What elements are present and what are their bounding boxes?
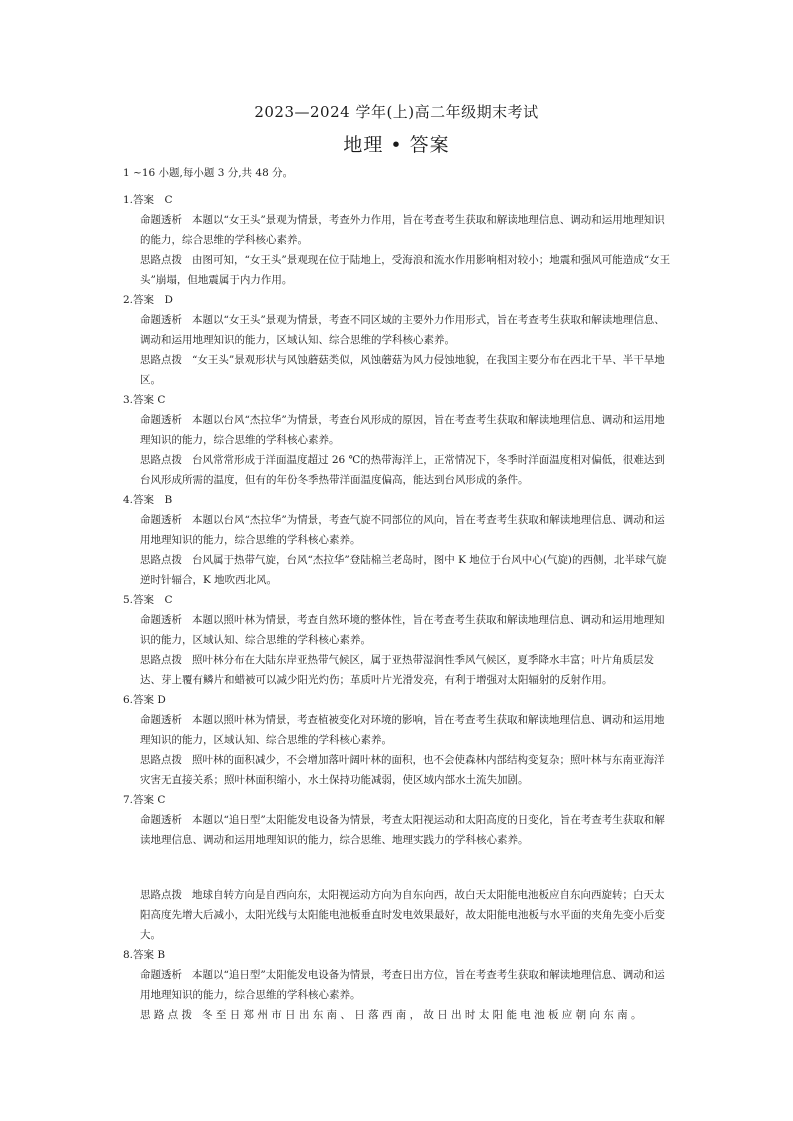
section-intro: 1 ~16 小题,每小题 3 分,共 48 分。 [123, 167, 294, 179]
hint-text: 台风属于热带气旋，台风“杰拉华”登陆棉兰老岛时，图中 K 地位于台风中心(气旋)的西侧，北半球气旋逆时针辐合，K 地吹西北风。 [140, 554, 667, 586]
analysis-paragraph [123, 965, 671, 1005]
hint-paragraph [123, 1005, 671, 1025]
hint-paragraph [123, 250, 671, 290]
hint-text: 照叶林的面积减少，不会增加落叶阔叶林的面积，也不会使森林内部结构变复杂；照叶林与东南亚海洋灾害无直接关系；照叶林面积缩小，水土保持功能减弱，使区域内部水土流失加剧。 [140, 754, 665, 786]
page-title: 2023—2024 学年(上)高二年级期末考试 [254, 103, 539, 121]
answer-heading: 7.答案 C [123, 794, 166, 806]
analysis-text: 本题以“追日型”太阳能发电设备为情景，考查日出方位，旨在考查考生获取和解读地理信息、调动和运用地理知识的能力，综合思维的学科核心素养。 [140, 969, 665, 1001]
analysis-label: 命题透析 [140, 214, 182, 226]
analysis-paragraph [123, 710, 671, 750]
answer-heading: 2.答案 D [123, 294, 173, 306]
analysis-label: 命题透析 [140, 614, 182, 626]
answer-item-6 [123, 690, 671, 790]
answer-item-3 [123, 390, 671, 490]
analysis-label: 命题透析 [140, 514, 182, 526]
analysis-label: 命题透析 [140, 969, 182, 981]
hint-paragraph [123, 350, 671, 390]
hint-label: 思 路 点 拨 [140, 1009, 193, 1021]
answer-item-1 [123, 190, 671, 290]
analysis-text: 本题以“追日型”太阳能发电设备为情景，考查太阳视运动和太阳高度的日变化，旨在考查考生获取和解读地理信息、调动和运用地理知识的能力，综合思维、地理实践力的学科核心素养。 [140, 814, 665, 846]
answer-heading: 5.答案 C [123, 594, 173, 606]
answer-item-2 [123, 290, 671, 390]
hint-paragraph [123, 885, 671, 945]
hint-text: “女王头”景观形状与风蚀蘑菇类似，风蚀蘑菇为风力侵蚀地貌，在我国主要分布在西北干旱、半干旱地区。 [140, 354, 665, 386]
analysis-paragraph [123, 810, 671, 850]
hint-text: 地球自转方向是自西向东，太阳视运动方向为自东向西，故白天太阳能电池板应自东向西旋转；白天太阳高度先增大后减小，太阳光线与太阳能电池板垂直时发电效果最好，故太阳能电池板与水平面的夹角先变小后变大。 [140, 889, 665, 941]
page-subtitle: 地理 • 答案 [343, 134, 450, 156]
hint-label: 思路点拨 [140, 354, 182, 366]
analysis-text: 本题以照叶林为情景，考查植被变化对环境的影响，旨在考查考生获取和解读地理信息、调动和运用地理知识的能力，区域认知、综合思维的学科核心素养。 [140, 714, 665, 746]
answer-item-5 [123, 590, 671, 690]
analysis-text: 本题以照叶林为情景，考查自然环境的整体性，旨在考查考生获取和解读地理信息、调动和运用地理知识的能力，区域认知、综合思维的学科核心素养。 [140, 614, 665, 646]
analysis-paragraph [123, 610, 671, 650]
answer-heading: 6.答案 D [123, 694, 166, 706]
answer-item-4 [123, 490, 671, 590]
hint-text: 台风常常形成于洋面温度超过 26 ℃的热带海洋上，正常情况下，冬季时洋面温度相对偏低，很难达到台风形成所需的温度，但有的年份冬季热带洋面温度偏高，能达到台风形成的条件。 [140, 454, 665, 486]
blank-gap [123, 850, 671, 885]
hint-paragraph [123, 650, 671, 690]
hint-paragraph [123, 750, 671, 790]
analysis-label: 命题透析 [140, 414, 182, 426]
answer-heading: 3.答案 C [123, 394, 166, 406]
hint-paragraph [123, 450, 671, 490]
hint-text: 照叶林分布在大陆东岸亚热带气候区，属于亚热带湿润性季风气候区，夏季降水丰富；叶片角质层发达、芽上覆有鳞片和蜡被可以减少阳光灼伤；革质叶片光滑发亮，有利于增强对太阳辐射的反射作用。 [140, 654, 654, 686]
analysis-paragraph [123, 410, 671, 450]
hint-label: 思路点拨 [140, 754, 182, 766]
answer-list [123, 190, 671, 1025]
answer-item-8 [123, 945, 671, 1025]
analysis-text: 本题以台风“杰拉华”为情景，考查气旋不同部位的风向，旨在考查考生获取和解读地理信息、调动和运用地理知识的能力，综合思维的学科核心素养。 [140, 514, 665, 546]
answer-item-7 [123, 790, 671, 945]
hint-label: 思路点拨 [140, 454, 182, 466]
hint-paragraph [123, 550, 671, 590]
analysis-paragraph [123, 310, 671, 350]
hint-text: 冬 至 日 郑 州 市 日 出 东 南 、 日 落 西 南 ， 故 日 出 时 太 阳 能 电 池 板 应 朝 向 东 南 。 [202, 1009, 642, 1021]
answer-heading: 4.答案 B [123, 494, 173, 506]
hint-label: 思路点拨 [140, 254, 182, 266]
analysis-label: 命题透析 [140, 314, 182, 326]
analysis-paragraph [123, 210, 671, 250]
analysis-text: 本题以“女王头”景观为情景，考查外力作用，旨在考查考生获取和解读地理信息、调动和运用地理知识的能力，综合思维的学科核心素养。 [140, 214, 665, 246]
hint-text: 由图可知，“女王头”景观现在位于陆地上，受海浪和流水作用影响相对较小；地震和强风可能造成“女王头”崩塌，但地震属于内力作用。 [140, 254, 671, 286]
analysis-paragraph [123, 510, 671, 550]
hint-label: 思路点拨 [140, 889, 182, 901]
answer-heading: 1.答案 C [123, 194, 173, 206]
hint-label: 思路点拨 [140, 554, 182, 566]
analysis-label: 命题透析 [140, 714, 182, 726]
analysis-label: 命题透析 [140, 814, 182, 826]
hint-label: 思路点拨 [140, 654, 182, 666]
analysis-text: 本题以“女王头”景观为情景，考查不同区域的主要外力作用形式，旨在考查考生获取和解读地理信息、调动和运用地理知识的能力，区域认知、综合思维的学科核心素养。 [140, 314, 665, 346]
analysis-text: 本题以台风“杰拉华”为情景，考查台风形成的原因，旨在考查考生获取和解读地理信息、调动和运用地理知识的能力，综合思维的学科核心素养。 [140, 414, 665, 446]
answer-heading: 8.答案 B [123, 949, 166, 961]
